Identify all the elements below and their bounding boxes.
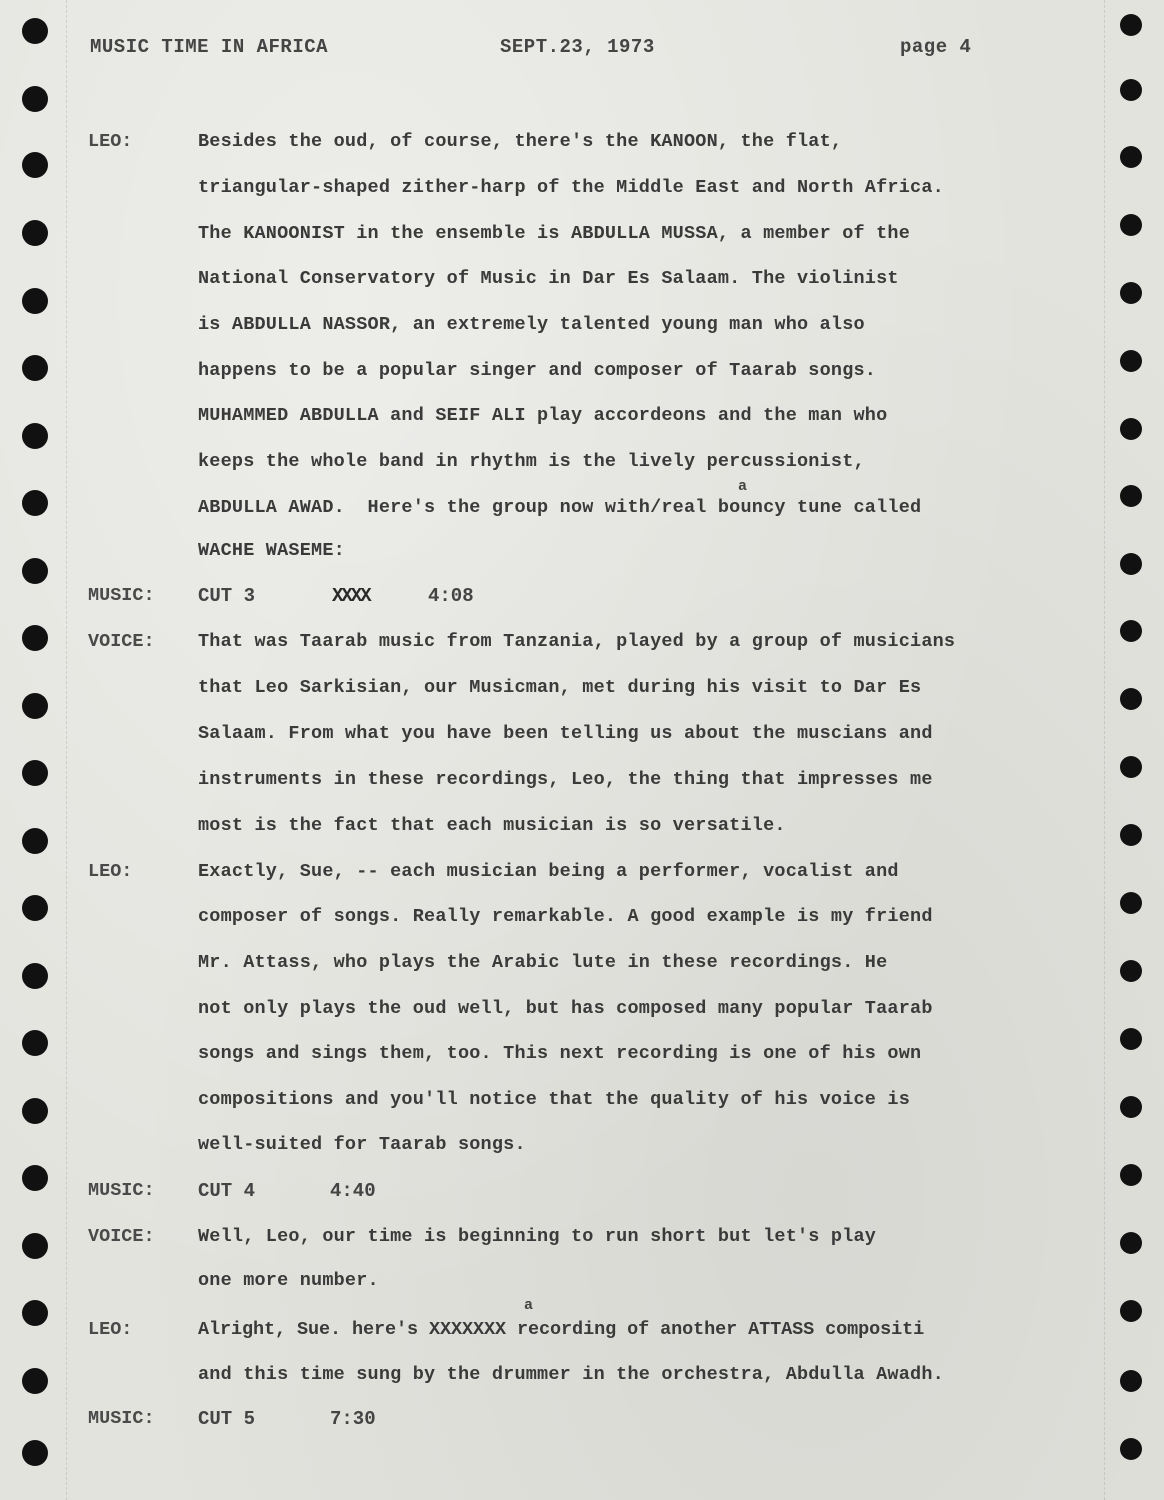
script-line: Mr. Attass, who plays the Arabic lute in these recordings. He (198, 952, 888, 973)
script-line: instruments in these recordings, Leo, the thing that impresses me (198, 769, 933, 790)
cut-label: CUT 5 (198, 1408, 256, 1430)
tractor-perforation-right (1104, 0, 1105, 1500)
sprocket-hole (1120, 282, 1142, 304)
script-line: is ABDULLA NASSOR, an extremely talented young man who also (198, 314, 865, 335)
sprocket-hole (22, 693, 48, 719)
struck-out-text: XXXX (332, 585, 370, 607)
sprocket-hole (1120, 146, 1142, 168)
sprocket-hole (1120, 553, 1142, 575)
script-line: MUHAMMED ABDULLA and SEIF ALI play accordeons and the man who (198, 405, 888, 426)
sprocket-hole (1120, 1438, 1142, 1460)
sprocket-hole (1120, 1300, 1142, 1322)
sprocket-hole (22, 1233, 48, 1259)
sprocket-hole (22, 355, 48, 381)
sprocket-hole (22, 1440, 48, 1466)
sprocket-hole (22, 760, 48, 786)
sprocket-hole (1120, 1164, 1142, 1186)
speaker-label-leo: LEO: (88, 861, 133, 882)
speaker-label-music: MUSIC: (88, 1408, 155, 1429)
page-number: page 4 (900, 36, 972, 58)
speaker-label-music: MUSIC: (88, 1180, 155, 1201)
sprocket-hole (22, 220, 48, 246)
page-header (90, 36, 1044, 66)
script-line: Exactly, Sue, -- each musician being a performer, vocalist and (198, 861, 899, 882)
script-line: that Leo Sarkisian, our Musicman, met during his visit to Dar Es (198, 677, 922, 698)
sprocket-hole (1120, 824, 1142, 846)
sprocket-hole (1120, 620, 1142, 642)
script-line: most is the fact that each musician is so versatile. (198, 815, 786, 836)
speaker-label-leo: LEO: (88, 131, 133, 152)
sprocket-hole (22, 828, 48, 854)
cut-duration: 7:30 (330, 1408, 376, 1430)
program-title: MUSIC TIME IN AFRICA (90, 36, 329, 58)
sprocket-hole (1120, 1028, 1142, 1050)
speaker-label-music: MUSIC: (88, 585, 155, 606)
script-line: Salaam. From what you have been telling us about the muscians and (198, 723, 933, 744)
sprocket-hole (22, 490, 48, 516)
sprocket-hole (1120, 350, 1142, 372)
script-line: compositions and you'll notice that the quality of his voice is (198, 1089, 911, 1110)
script-line: Besides the oud, of course, there's the KANOON, the flat, (198, 131, 843, 152)
speaker-label-voice: VOICE: (88, 631, 155, 652)
script-line: Alright, Sue. here's XXXXXXX recording of another ATTASS compositi (198, 1319, 925, 1340)
sprocket-hole (22, 895, 48, 921)
script-line: not only plays the oud well, but has composed many popular Taarab (198, 998, 933, 1019)
sprocket-hole (1120, 418, 1142, 440)
cut-label: CUT 3 (198, 585, 256, 607)
script-line: keeps the whole band in rhythm is the lively percussionist, (198, 451, 865, 472)
script-line: The KANOONIST in the ensemble is ABDULLA MUSSA, a member of the (198, 223, 911, 244)
script-line: National Conservatory of Music in Dar Es Salaam. The violinist (198, 268, 899, 289)
sprocket-hole (22, 625, 48, 651)
sprocket-hole (22, 288, 48, 314)
script-line: and this time sung by the drummer in the orchestra, Abdulla Awadh. (198, 1364, 944, 1385)
sprocket-hole (1120, 485, 1142, 507)
handwritten-insertion: a (738, 478, 748, 495)
sprocket-hole (22, 1368, 48, 1394)
script-line: WACHE WASEME: (198, 540, 345, 561)
sprocket-hole (22, 86, 48, 112)
script-line: composer of songs. Really remarkable. A good example is my friend (198, 906, 933, 927)
sprocket-hole (22, 558, 48, 584)
handwritten-insertion: a (524, 1297, 534, 1314)
tractor-perforation-left (66, 0, 67, 1500)
script-line: one more number. (198, 1270, 379, 1291)
sprocket-hole (1120, 1370, 1142, 1392)
sprocket-hole (22, 18, 48, 44)
script-line: happens to be a popular singer and composer of Taarab songs. (198, 360, 877, 381)
sprocket-hole (1120, 960, 1142, 982)
sprocket-hole (22, 152, 48, 178)
sprocket-hole (1120, 756, 1142, 778)
sprocket-hole (22, 963, 48, 989)
sprocket-hole (22, 1030, 48, 1056)
sprocket-hole (1120, 14, 1142, 36)
script-line: That was Taarab music from Tanzania, played by a group of musicians (198, 631, 956, 652)
script-line: ABDULLA AWAD. Here's the group now with/real bouncy tune called (198, 497, 922, 518)
cut-label: CUT 4 (198, 1180, 256, 1202)
script-line: well-suited for Taarab songs. (198, 1134, 526, 1155)
sprocket-hole (22, 423, 48, 449)
sprocket-hole (1120, 892, 1142, 914)
sprocket-hole (1120, 79, 1142, 101)
broadcast-date: SEPT.23, 1973 (500, 36, 655, 58)
speaker-label-voice: VOICE: (88, 1226, 155, 1247)
script-line: Well, Leo, our time is beginning to run short but let's play (198, 1226, 877, 1247)
sprocket-hole (1120, 1096, 1142, 1118)
sprocket-hole (22, 1098, 48, 1124)
script-line: triangular-shaped zither-harp of the Middle East and North Africa. (198, 177, 944, 198)
sprocket-hole (1120, 688, 1142, 710)
sprocket-hole (22, 1165, 48, 1191)
script-line: songs and sings them, too. This next recording is one of his own (198, 1043, 922, 1064)
sprocket-hole (22, 1300, 48, 1326)
sprocket-hole (1120, 1232, 1142, 1254)
speaker-label-leo: LEO: (88, 1319, 133, 1340)
sprocket-hole (1120, 214, 1142, 236)
cut-duration: 4:40 (330, 1180, 376, 1202)
cut-duration: 4:08 (428, 585, 474, 607)
